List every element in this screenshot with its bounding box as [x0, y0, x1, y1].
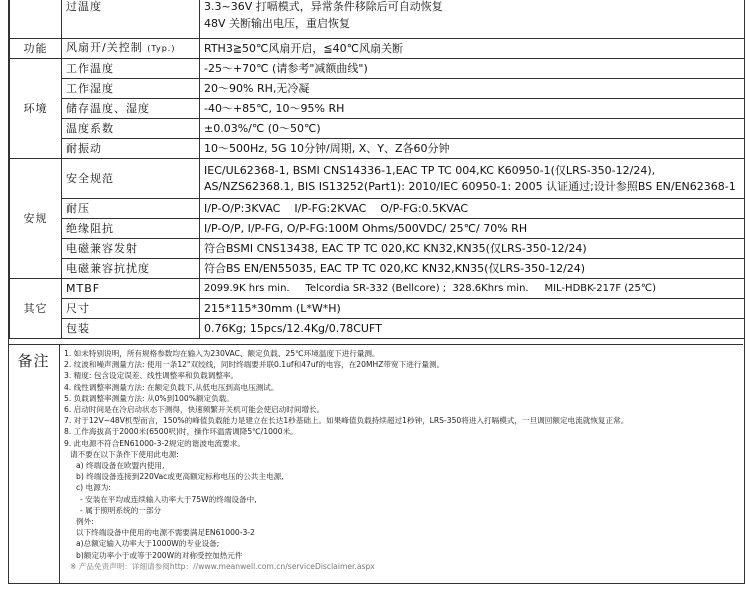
note-line: 4. 线性调整率测量方法: 在额定负载下,从低电压到高电压测试。	[64, 382, 279, 392]
others-section-title: 其它	[10, 278, 62, 338]
safety-row-4	[10, 238, 745, 258]
env-value: 10～500Hz, 5G 10分钟/周期, X、Y、Z各60分钟	[200, 138, 745, 158]
note-line: 9. 此电源不符合EN61000-3-2规定的谐波电流要求。	[64, 438, 245, 448]
fan-control-label: 风扇开/关控制 (Typ.)	[62, 38, 200, 58]
note-line: c) 电源为:	[76, 483, 111, 493]
note-line: 6. 启动时间是在冷启动状态下测得，快速频繁开关机可能会使启动时间增长。	[64, 405, 325, 415]
others-label: MTBF	[62, 278, 200, 298]
note-line: b)额定功率小于或等于200W的对称受控加热元件	[76, 550, 243, 560]
safety-standard-line2: AS/NZS62368.1, BIS IS13252(Part1): 2010/IEC 60950-1: 2005 认证通过;设计参照BS EN/EN62368-1	[204, 179, 736, 193]
safety-value: I/P-O/P, I/P-FG, O/P-FG:100M Ohms/500VDC/ 25℃/ 70% RH	[200, 218, 745, 238]
note-line: 例外:	[76, 517, 94, 527]
notes-section-title: 备注	[8, 345, 60, 584]
notes-body	[64, 348, 736, 572]
note-line: 以下终端设备中使用的电源不需要满足EN61000-3-2	[76, 528, 255, 538]
env-value: -40～+85℃, 10～95% RH	[200, 98, 745, 118]
others-row-3	[10, 318, 745, 338]
env-row-2	[10, 78, 745, 98]
others-value: 0.76Kg; 15pcs/12.4Kg/0.78CUFT	[200, 318, 745, 338]
others-row-1	[10, 278, 745, 298]
others-value: 2099.9K hrs min. Telcordia SR-332 (Bellcore) ; 328.6Khrs min. MIL-HDBK-217F (25℃)	[200, 278, 745, 298]
note-line: - 属于照明系统的一部分	[80, 505, 162, 515]
note-line: b) 终端设备连接到220Vac或更高额定标称电压的公共主电源,	[76, 472, 284, 482]
safety-label: 电磁兼容抗扰度	[62, 258, 200, 278]
env-label: 温度系数	[62, 118, 200, 138]
others-value: 215*115*30mm (L*W*H)	[200, 298, 745, 318]
note-line: 7. 对于12V~48V机型而言，150%的峰值负载能力是建立在长达1秒基础上。如果峰值负载持续超过1秒钟，LRS-350将进入打嗝模式，一旦调回额定电流就恢复正常。	[64, 416, 629, 426]
note-line: 5. 负载调整率测量方法: 从0%到100%额定负载。	[64, 393, 234, 403]
environment-section-title: 环境	[10, 58, 62, 158]
env-label: 耐振动	[62, 138, 200, 158]
env-row-3	[10, 98, 745, 118]
safety-label: 绝缘阻抗	[62, 218, 200, 238]
note-line: 2. 纹波和噪声测量方法: 使用一条12"双绞线，同时终端要并联0.1uf和47uf的电容，在20MHZ带宽下进行量测。	[64, 360, 445, 370]
env-label: 工作温度	[62, 58, 200, 78]
env-value: 20～90% RH,无冷凝	[200, 78, 745, 98]
others-label: 尺寸	[62, 298, 200, 318]
env-row-1	[10, 58, 745, 78]
note-line: 8. 工作海拔高于2000米(6500呎)时，操作环温需调降5℃/1000米。	[64, 427, 298, 437]
safety-row-3	[10, 218, 745, 238]
over-temp-label: 过温度	[62, 0, 200, 38]
fan-control-value: RTH3≧50℃风扇开启，≦40℃风扇关断	[200, 38, 745, 58]
safety-value: I/P-O/P:3KVAC I/P-FG:2KVAC O/P-FG:0.5KVAC	[200, 198, 745, 218]
note-line: - 安装在平均或连续输入功率大于75W的终端设备中,	[80, 494, 257, 504]
env-row-4	[10, 118, 745, 138]
env-row-5	[10, 138, 745, 158]
over-temp-line2: 48V 关断输出电压，重启恢复	[204, 17, 351, 30]
note-line: 3. 精度: 包含设定误差、线性调整率和负载调整率。	[64, 371, 239, 381]
env-value: ±0.03%/℃ (0～50℃)	[200, 118, 745, 138]
safety-standard-line1: IEC/UL62368-1, BSMI CNS14336-1,EAC TP TC 004,KC K60950-1(仅LRS-350-12/24),	[204, 163, 656, 177]
safety-row-5	[10, 258, 745, 278]
disclaimer-link[interactable]: ※ 产品免责声明：详细请参阅http：//www.meanwell.com.cn/serviceDisclaimer.aspx	[70, 561, 375, 571]
others-row-2	[10, 298, 745, 318]
note-line: a)总额定输入功率大于1000W的专业设备;	[76, 539, 220, 549]
note-line: 1. 如未特别说明，所有规格参数均在输入为230VAC、额定负载、25℃环境温度下进行量测。	[64, 349, 380, 358]
over-temp-line1: 3.3~36V 打嗝模式，异常条件移除后可自动恢复	[204, 0, 443, 13]
safety-label: 电磁兼容发射	[62, 238, 200, 258]
protection-continued-row	[10, 0, 745, 38]
env-value: -25～+70℃ (请参考"减额曲线")	[200, 58, 745, 78]
safety-label: 耐压	[62, 198, 200, 218]
others-label: 包装	[62, 318, 200, 338]
notes-block	[8, 344, 743, 584]
safety-row-2	[10, 198, 745, 218]
env-label: 工作湿度	[62, 78, 200, 98]
safety-value: 符合BSMI CNS13438, EAC TP TC 020,KC KN32,KN35(仅LRS-350-12/24)	[200, 238, 745, 258]
function-section-title: 功能	[10, 38, 62, 58]
function-row	[10, 38, 745, 58]
safety-section-title: 安规	[10, 158, 62, 278]
safety-row-1	[10, 158, 745, 198]
note-line: a) 终端设备在欧盟内使用,	[76, 461, 165, 471]
env-label: 储存温度、湿度	[62, 98, 200, 118]
spec-table	[9, 0, 745, 339]
safety-value: 符合BS EN/EN55035, EAC TP TC 020,KC KN32,KN35(仅LRS-350-12/24)	[200, 258, 745, 278]
safety-label: 安全规范	[62, 158, 200, 198]
note-line: 请不要在以下条件下使用此电源:	[70, 449, 179, 459]
